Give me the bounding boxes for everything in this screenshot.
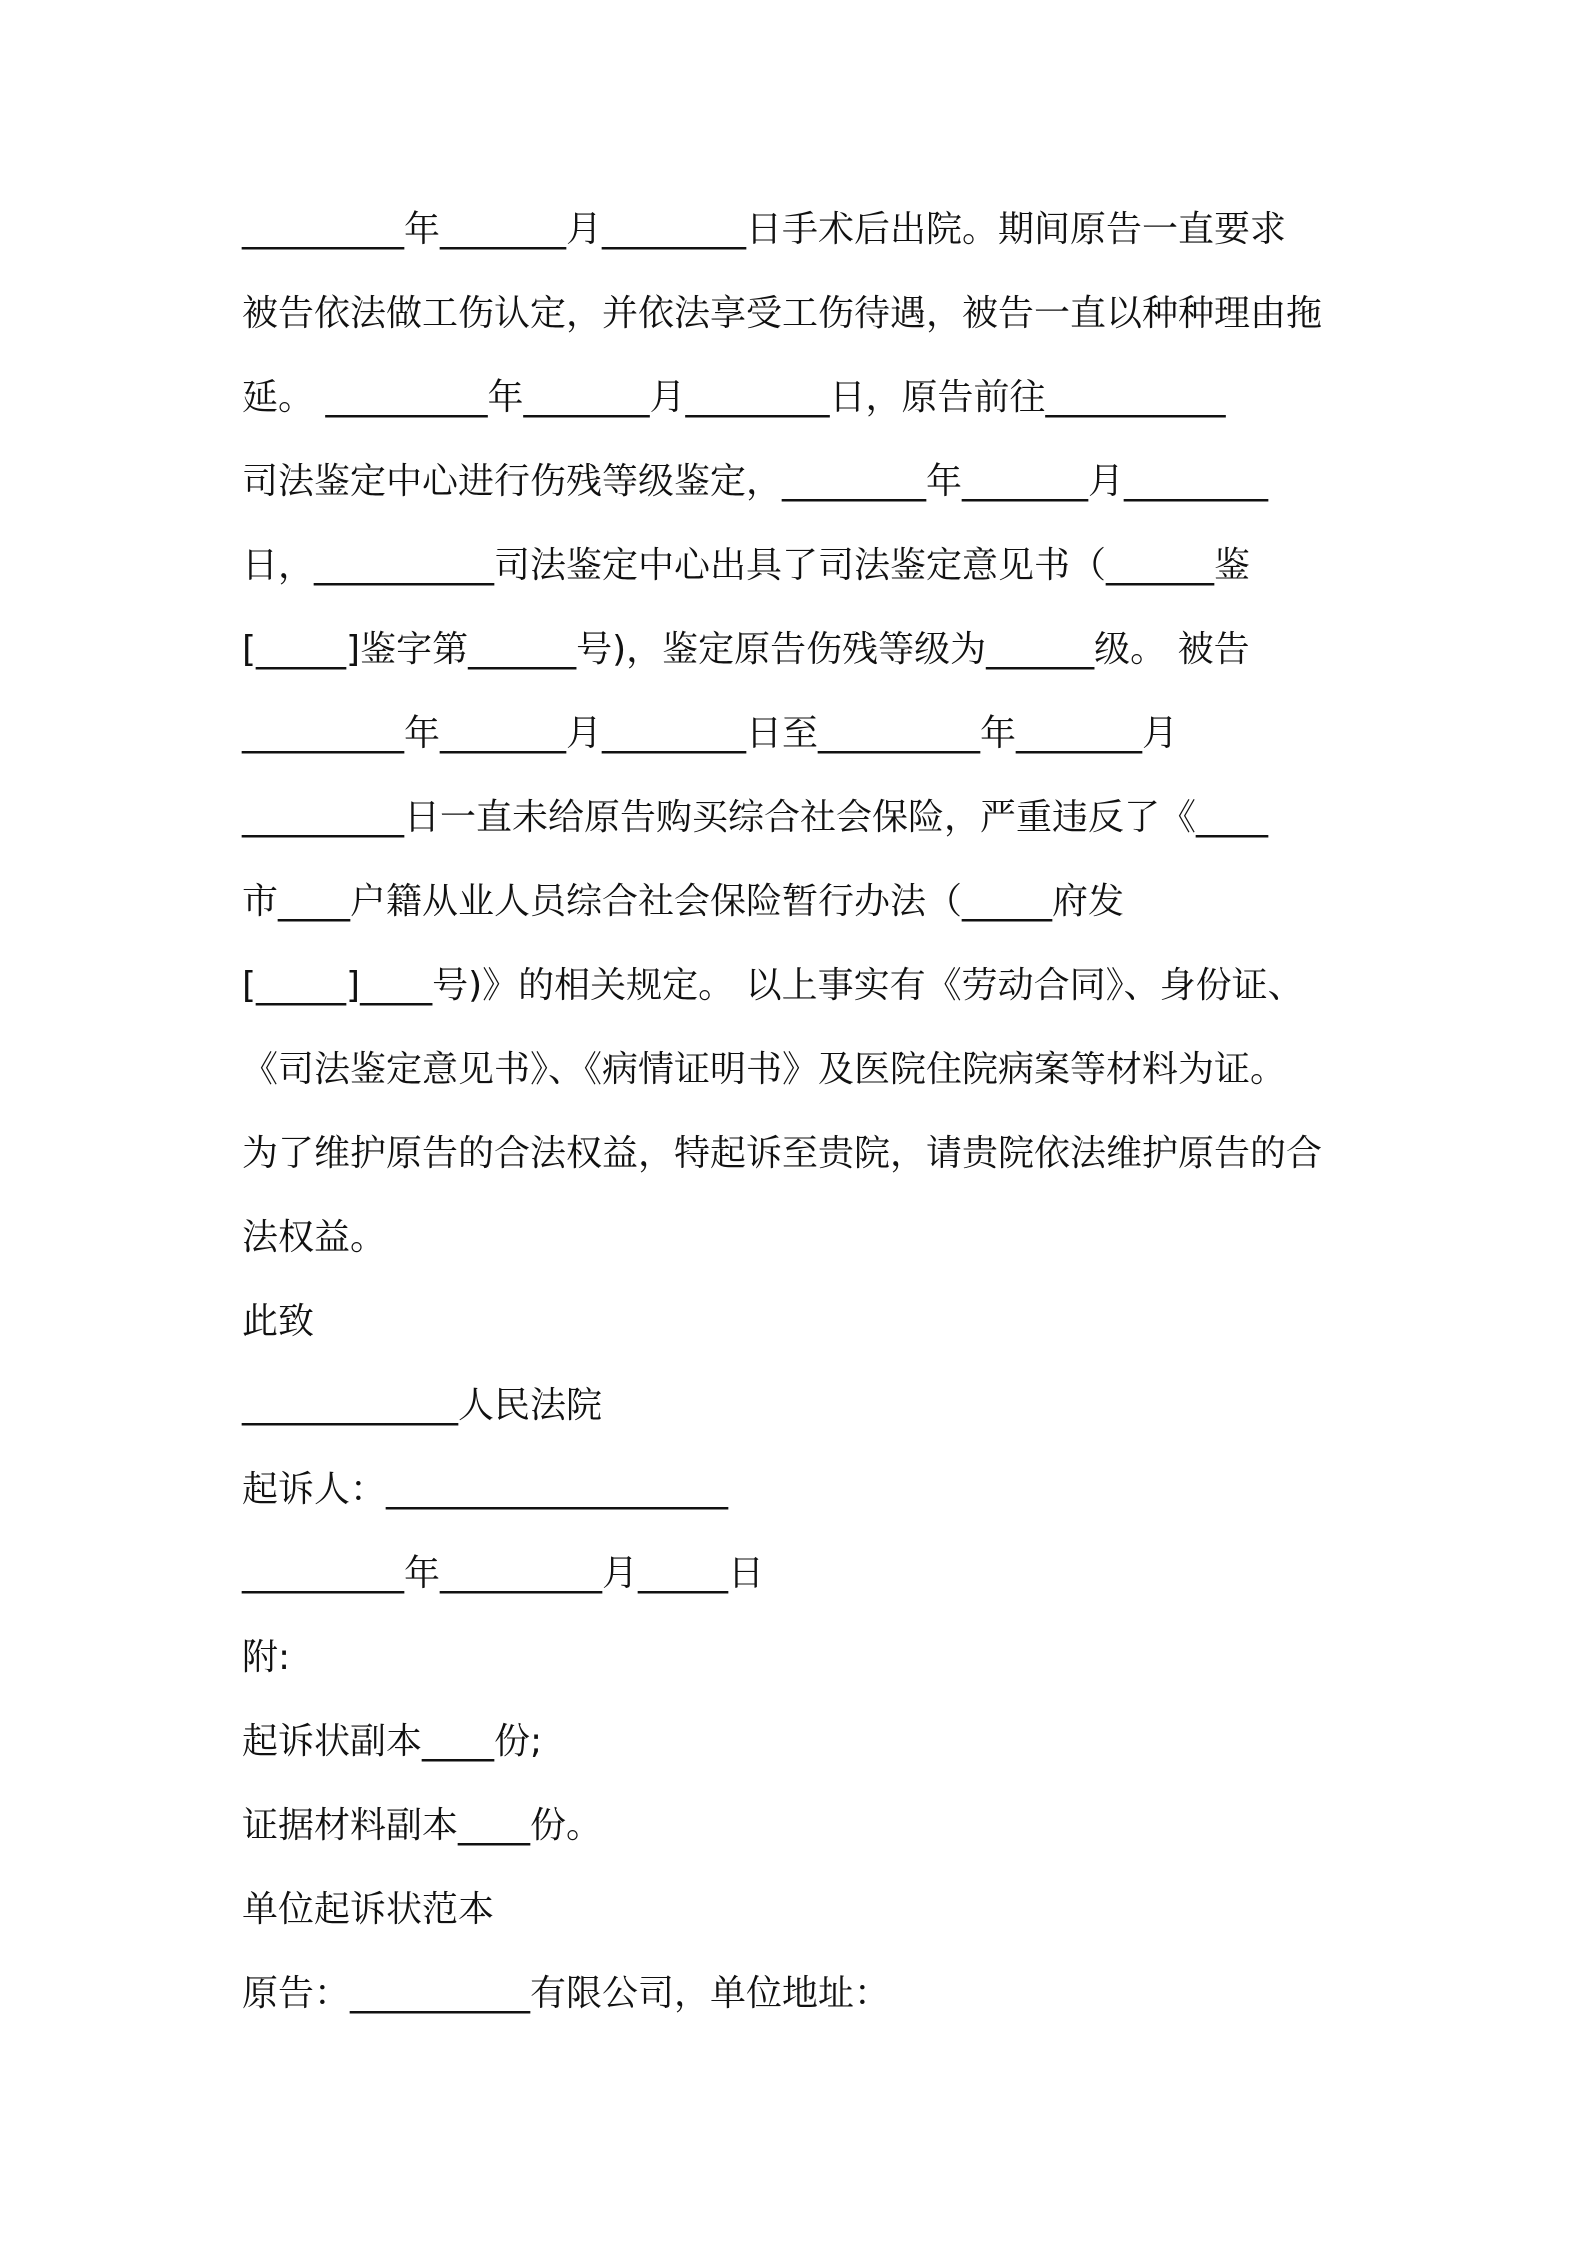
text-line-6: [_____]鉴字第______号)，鉴定原告伤残等级为______级。 被告 xyxy=(242,629,1250,670)
salutation: 此致 xyxy=(242,1301,315,1342)
text-line-2: 被告依法做工伤认定，并依法享受工伤待遇，被告一直以种种理由拖 xyxy=(242,293,1323,334)
text-line-11: 《司法鉴定意见书》、《病情证明书》及医院住院病案等材料为证。 xyxy=(242,1049,1287,1090)
text-line-8: _________日一直未给原告购买综合社会保险，严重违反了《____ xyxy=(242,797,1269,838)
text-line-12: 为了维护原告的合法权益，特起诉至贵院，请贵院依法维护原告的合 xyxy=(242,1133,1323,1174)
date-line: _________年_________月_____日 xyxy=(242,1553,764,1594)
attachment-item-2: 证据材料副本____份。 xyxy=(242,1805,603,1846)
court-line: ____________人民法院 xyxy=(242,1385,603,1426)
text-line-1: _________年_______月________日手术后出院。期间原告一直要求 xyxy=(242,209,1287,250)
text-line-5: 日，__________司法鉴定中心出具了司法鉴定意见书（______鉴 xyxy=(242,545,1251,586)
text-line-4: 司法鉴定中心进行伤残等级鉴定，________年_______月________ xyxy=(242,461,1269,502)
text-line-13: 法权益。 xyxy=(242,1217,387,1258)
text-line-10: [_____]____号)》的相关规定。 以上事实有《劳动合同》、身份证、 xyxy=(242,965,1304,1006)
plaintiff-company-line: 原告：__________有限公司，单位地址： xyxy=(242,1973,891,2014)
text-line-7: _________年_______月________日至_________年_______月 xyxy=(242,713,1178,754)
attachment-heading: 附: xyxy=(242,1637,291,1678)
text-line-3: 延。 _________年_______月________日，原告前往__________ xyxy=(242,377,1226,418)
text-line-9: 市____户籍从业人员综合社会保险暂行办法（_____府发 xyxy=(242,881,1125,922)
plaintiff-signature-line: 起诉人：___________________ xyxy=(242,1469,729,1510)
attachment-item-1: 起诉状副本____份; xyxy=(242,1721,543,1762)
section-title: 单位起诉状范本 xyxy=(242,1889,495,1930)
